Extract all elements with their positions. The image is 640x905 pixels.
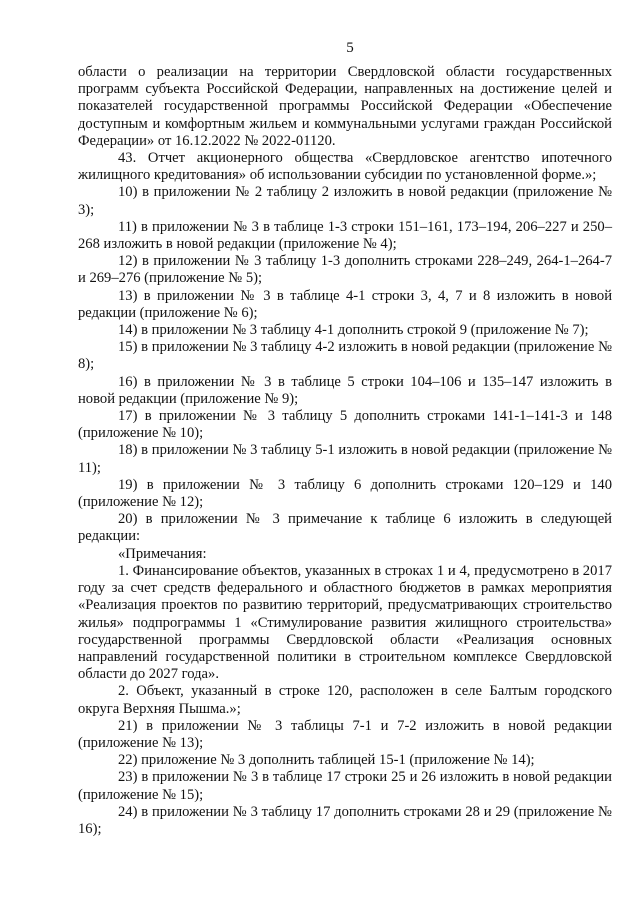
- paragraph: 21) в приложении № 3 таблицы 7-1 и 7-2 изложить в новой редакции (приложение № 13);: [78, 717, 612, 751]
- paragraph: 1. Финансирование объектов, указанных в строках 1 и 4, предусмотрено в 2017 году за счет средств федерального и областного бюджетов в рамках мероприятия «Реализация проектов по развитию территорий, предусматривающих строительство жилья» подпрограммы 1 «Стимулирование развития жилищного строительства» государственной программы Свердловской области «Реализация основных направлений государственной политики в строительном комплексе Свердловской области до 2027 года».: [78, 562, 612, 683]
- paragraph: 24) в приложении № 3 таблицу 17 дополнить строками 28 и 29 (приложение № 16);: [78, 803, 612, 837]
- paragraph: области о реализации на территории Свердловской области государственных программ субъекта Российской Федерации, направленных на достижение целей и показателей государственной программы Российской Федерации «Обеспечение доступным и комфортным жильем и коммунальными услугами граждан Российской Федерации» от 16.12.2022 № 2022-01120.: [78, 64, 612, 149]
- paragraph: 13) в приложении № 3 в таблице 4-1 строки 3, 4, 7 и 8 изложить в новой редакции (приложение № 6);: [78, 287, 612, 321]
- paragraph: 17) в приложении № 3 таблицу 5 дополнить строками 141-1–141-3 и 148 (приложение № 10);: [78, 408, 612, 442]
- paragraph: 43. Отчет акционерного общества «Свердловское агентство ипотечного жилищного кредитования» об использовании субсидии по установленной форме.»;: [78, 150, 612, 184]
- paragraph: 10) в приложении № 2 таблицу 2 изложить в новой редакции (приложение № 3);: [78, 184, 612, 218]
- paragraph: 20) в приложении № 3 примечание к таблице 6 изложить в следующей редакции:: [78, 511, 612, 545]
- page-number: 5: [346, 40, 354, 56]
- paragraph: «Примечания:: [118, 545, 207, 562]
- paragraph: 19) в приложении № 3 таблицу 6 дополнить строками 120–129 и 140 (приложение № 12);: [78, 476, 612, 511]
- paragraph: 16) в приложении № 3 в таблице 5 строки 104–106 и 135–147 изложить в новой редакции (приложение № 9);: [78, 373, 612, 407]
- document-body: [78, 64, 612, 838]
- paragraph: 22) приложение № 3 дополнить таблицей 15-1 (приложение № 14);: [118, 752, 535, 769]
- paragraph: 15) в приложении № 3 таблицу 4-2 изложить в новой редакции (приложение № 8);: [78, 339, 612, 373]
- paragraph: 14) в приложении № 3 таблицу 4-1 дополнить строкой 9 (приложение № 7);: [118, 322, 589, 339]
- paragraph: 18) в приложении № 3 таблицу 5-1 изложить в новой редакции (приложение № 11);: [78, 442, 612, 476]
- paragraph: 2. Объект, указанный в строке 120, расположен в селе Балтым городского округа Верхняя Пышма.»;: [78, 683, 612, 717]
- paragraph: 23) в приложении № 3 в таблице 17 строки 25 и 26 изложить в новой редакции (приложение № 15);: [78, 769, 612, 803]
- paragraph: 12) в приложении № 3 таблицу 1-3 дополнить строками 228–249, 264-1–264-7 и 269–276 (приложение № 5);: [78, 253, 612, 287]
- paragraph: 11) в приложении № 3 в таблице 1-3 строки 151–161, 173–194, 206–227 и 250–268 изложить в новой редакции (приложение № 4);: [78, 218, 612, 253]
